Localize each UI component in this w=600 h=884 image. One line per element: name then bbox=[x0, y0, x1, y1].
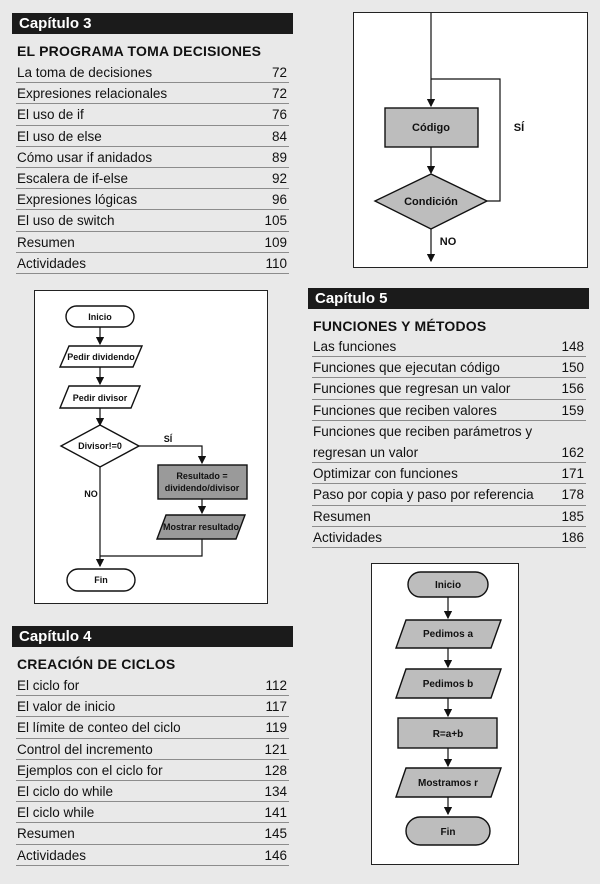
toc-entry-page: 162 bbox=[561, 444, 584, 460]
toc-entry-page: 72 bbox=[271, 65, 287, 80]
toc-entry-page: 117 bbox=[265, 699, 287, 715]
flowchart-division-diagram bbox=[35, 291, 269, 605]
input-a-label: Pedimos a bbox=[422, 629, 474, 640]
toc-entry[interactable] bbox=[16, 696, 289, 717]
chapter-4-header: Capítulo 4 bbox=[12, 626, 293, 647]
toc-entry[interactable] bbox=[16, 147, 289, 168]
toc-entry-page: 171 bbox=[561, 466, 584, 482]
toc-entry-page: 141 bbox=[264, 805, 287, 821]
toc-entry-title: El límite de conteo del ciclo bbox=[17, 720, 181, 736]
toc-entry[interactable] bbox=[16, 760, 289, 781]
toc-entry-page: 84 bbox=[271, 128, 287, 144]
chapter-3-section-title: EL PROGRAMA TOMA DECISIONES bbox=[17, 43, 262, 59]
toc-entry-page: 148 bbox=[561, 339, 584, 354]
toc-entry-title: Actividades bbox=[313, 529, 383, 545]
toc-entry[interactable] bbox=[16, 168, 289, 189]
toc-entry-title: La toma de decisiones bbox=[17, 65, 153, 80]
chapter-5-header: Capítulo 5 bbox=[308, 288, 589, 309]
flowchart-division bbox=[34, 290, 268, 604]
toc-entry-title: Paso por copia y paso por referencia bbox=[313, 487, 534, 503]
toc-entry-page: 105 bbox=[264, 213, 287, 229]
toc-entry-title: El valor de inicio bbox=[17, 699, 116, 715]
start-label: Inicio bbox=[88, 312, 112, 322]
toc-entry[interactable] bbox=[16, 739, 289, 760]
input-b-label: Pedimos b bbox=[422, 679, 474, 690]
toc-entry-title: Funciones que regresan un valor bbox=[313, 381, 511, 397]
toc-entry[interactable] bbox=[312, 506, 586, 527]
toc-entry-page: 146 bbox=[264, 847, 287, 863]
toc-entry-page: 121 bbox=[264, 741, 287, 757]
toc-entry-title: Actividades bbox=[17, 847, 87, 863]
condition-label: Condición bbox=[404, 196, 458, 208]
toc-entry-page: 156 bbox=[561, 381, 584, 397]
toc-entry-page: 109 bbox=[264, 234, 287, 250]
dividend-label: Pedir dividendo bbox=[67, 352, 135, 362]
output-label: Mostramos r bbox=[417, 778, 479, 789]
toc-entry-page: 76 bbox=[271, 107, 287, 123]
chapter-3-toc bbox=[16, 62, 289, 274]
chapter-5-toc bbox=[312, 336, 586, 548]
toc-entry[interactable] bbox=[16, 104, 289, 125]
flowchart-loop bbox=[353, 12, 588, 268]
toc-entry[interactable] bbox=[16, 845, 289, 866]
toc-entry-title: Expresiones lógicas bbox=[17, 192, 138, 208]
toc-entry-title: El ciclo do while bbox=[17, 783, 114, 799]
decision-label: Divisor!=0 bbox=[78, 441, 122, 451]
toc-entry-page: 112 bbox=[265, 678, 287, 693]
toc-entry-title: Resumen bbox=[17, 826, 75, 842]
start-label: Inicio bbox=[434, 580, 462, 591]
toc-entry[interactable] bbox=[312, 463, 586, 484]
toc-entry-title: Expresiones relacionales bbox=[17, 86, 168, 102]
toc-entry-title: Actividades bbox=[17, 255, 87, 271]
yes-label: SÍ bbox=[513, 122, 525, 134]
toc-entry-title: Escalera de if-else bbox=[17, 170, 129, 186]
flowchart-sum-diagram bbox=[372, 564, 520, 866]
chapter-4-toc bbox=[16, 675, 289, 866]
toc-entry[interactable] bbox=[16, 189, 289, 210]
code-label: Código bbox=[412, 122, 450, 134]
yes-label: SÍ bbox=[163, 434, 173, 444]
toc-entry-page: 72 bbox=[271, 86, 287, 102]
toc-entry-title: El ciclo for bbox=[17, 678, 80, 693]
flowchart-sum bbox=[371, 563, 519, 865]
result-label-line1: Resultado = bbox=[176, 471, 228, 481]
toc-entry[interactable] bbox=[312, 336, 586, 357]
toc-entry-title: El uso de switch bbox=[17, 213, 115, 229]
toc-entry[interactable] bbox=[16, 675, 289, 696]
toc-entry[interactable] bbox=[16, 232, 289, 253]
toc-entry-page: 110 bbox=[265, 255, 287, 271]
no-label: NO bbox=[84, 489, 98, 499]
chapter-4-section-title: CREACIÓN DE CICLOS bbox=[17, 656, 176, 672]
toc-entry-title: Funciones que reciben parámetros y regresan un valor bbox=[313, 423, 533, 460]
toc-entry-page: 150 bbox=[561, 360, 584, 376]
divisor-label: Pedir divisor bbox=[72, 393, 128, 403]
toc-entry[interactable] bbox=[16, 210, 289, 231]
toc-entry[interactable] bbox=[312, 357, 586, 378]
toc-entry-title: El uso de if bbox=[17, 107, 84, 123]
chapter-3-header: Capítulo 3 bbox=[12, 13, 293, 34]
toc-entry-title: Resumen bbox=[313, 508, 371, 524]
toc-entry-title: Las funciones bbox=[313, 339, 397, 354]
toc-entry-page: 134 bbox=[264, 783, 287, 799]
toc-entry-page: 159 bbox=[561, 402, 584, 418]
no-label: NO bbox=[439, 236, 457, 248]
toc-entry-title: Resumen bbox=[17, 234, 75, 250]
sum-label: R=a+b bbox=[432, 729, 464, 740]
toc-entry[interactable] bbox=[312, 421, 586, 463]
toc-entry-title: El uso de else bbox=[17, 128, 102, 144]
toc-entry-page: 96 bbox=[271, 192, 287, 208]
show-result-label: Mostrar resultado bbox=[162, 522, 240, 532]
toc-entry[interactable] bbox=[16, 802, 289, 823]
toc-entry-title: Ejemplos con el ciclo for bbox=[17, 762, 163, 778]
toc-entry[interactable] bbox=[312, 484, 586, 505]
toc-entry[interactable] bbox=[16, 717, 289, 738]
end-label: Fin bbox=[94, 575, 108, 585]
toc-entry[interactable] bbox=[16, 126, 289, 147]
toc-entry-page: 92 bbox=[271, 170, 287, 186]
toc-entry-page: 89 bbox=[271, 149, 287, 165]
toc-entry-title: Funciones que reciben valores bbox=[313, 402, 497, 418]
toc-entry[interactable] bbox=[16, 823, 289, 844]
toc-entry[interactable] bbox=[16, 83, 289, 104]
toc-entry-title: El ciclo while bbox=[17, 805, 95, 821]
toc-entry-page: 185 bbox=[561, 508, 584, 524]
toc-entry-page: 178 bbox=[561, 487, 584, 503]
toc-entry[interactable] bbox=[312, 378, 586, 399]
end-label: Fin bbox=[440, 827, 456, 838]
toc-entry-title: Funciones que ejecutan código bbox=[313, 360, 500, 376]
toc-entry[interactable] bbox=[312, 400, 586, 421]
toc-entry[interactable] bbox=[16, 781, 289, 802]
toc-entry[interactable] bbox=[312, 527, 586, 548]
toc-entry-page: 119 bbox=[265, 720, 287, 736]
toc-entry-page: 186 bbox=[561, 529, 584, 545]
chapter-5-section-title: FUNCIONES Y MÉTODOS bbox=[313, 318, 487, 334]
toc-entry[interactable] bbox=[16, 253, 289, 274]
toc-entry[interactable] bbox=[16, 62, 289, 83]
toc-entry-title: Optimizar con funciones bbox=[313, 466, 458, 482]
toc-entry-title: Cómo usar if anidados bbox=[17, 149, 153, 165]
result-label-line2: dividendo/divisor bbox=[164, 483, 240, 493]
toc-entry-page: 145 bbox=[264, 826, 287, 842]
toc-entry-title: Control del incremento bbox=[17, 741, 153, 757]
toc-entry-page: 128 bbox=[264, 762, 287, 778]
flowchart-loop-diagram bbox=[354, 13, 589, 269]
